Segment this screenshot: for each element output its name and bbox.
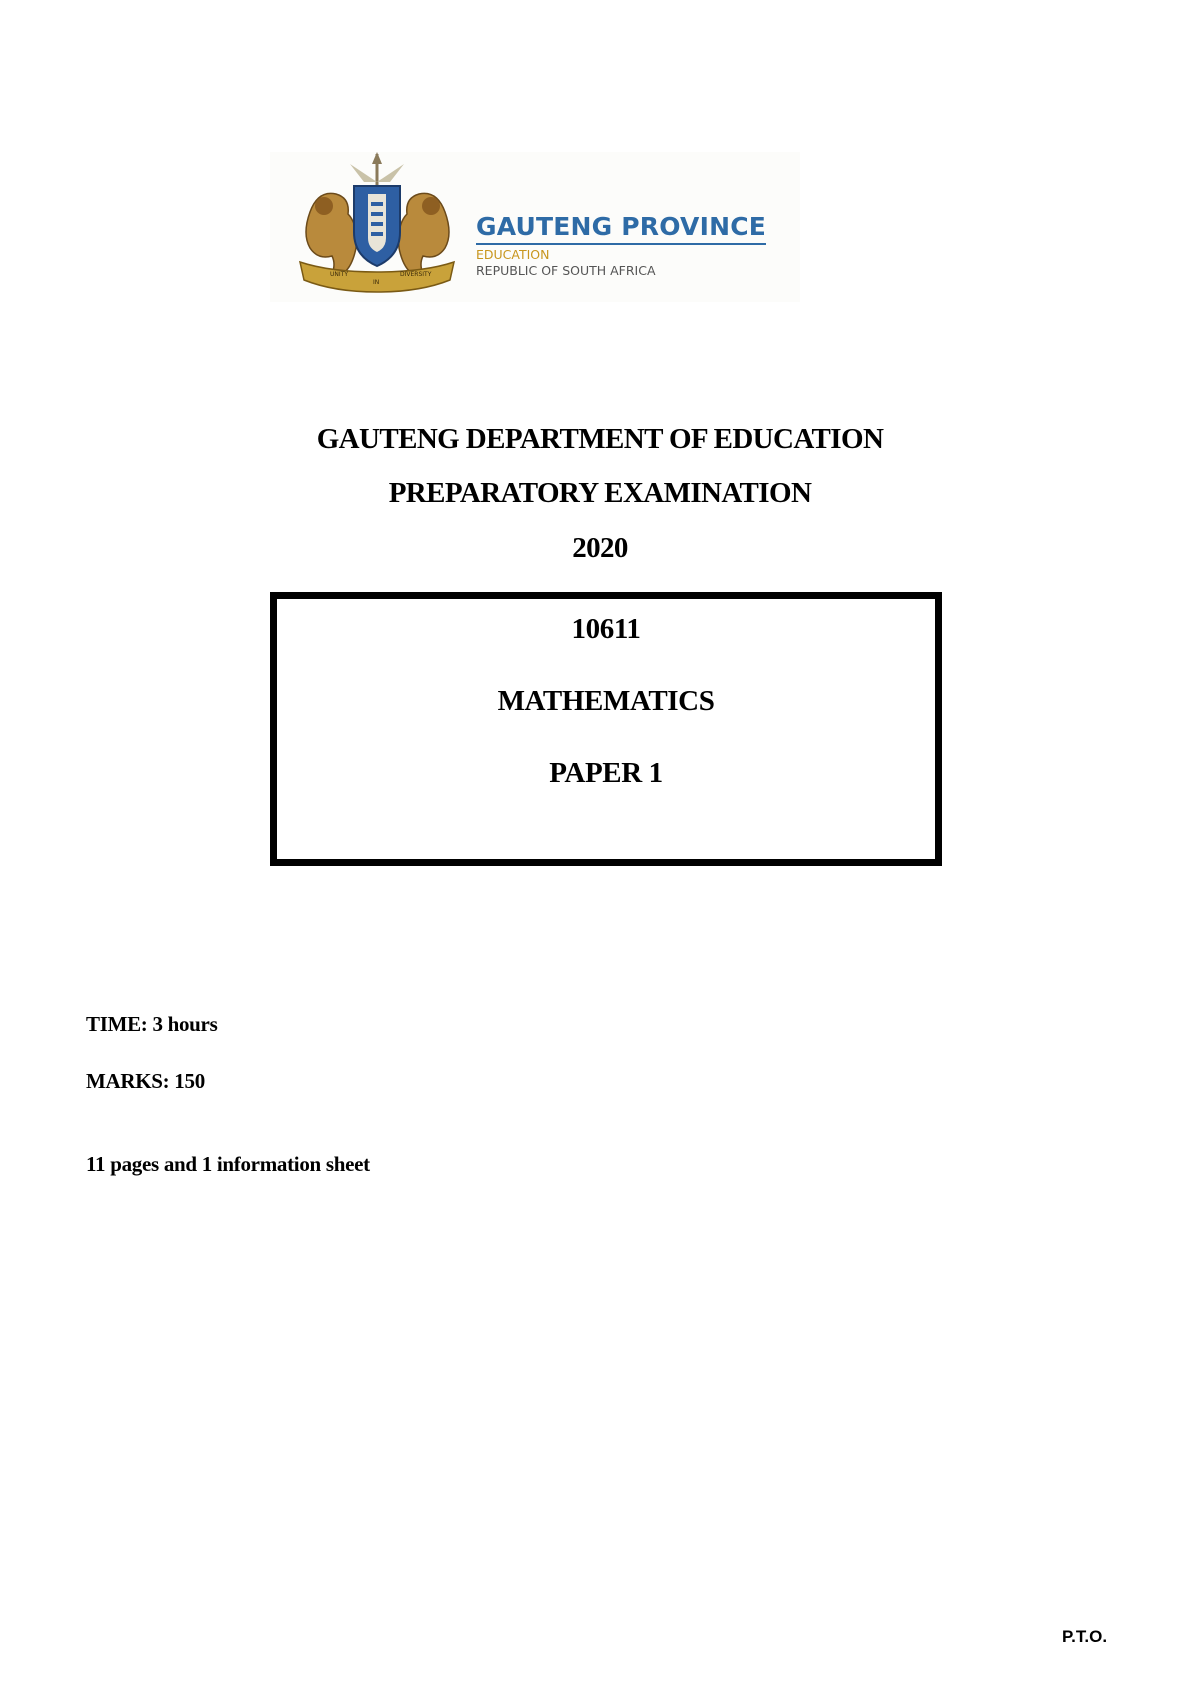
gauteng-education-logo [270,152,800,302]
logo-country: REPUBLIC OF SOUTH AFRICA [476,263,656,278]
pto-label: P.T.O. [1062,1627,1108,1646]
subject-title: MATHEMATICS [497,685,715,717]
logo-text [476,212,766,279]
paper-number: PAPER 1 [549,757,663,789]
department-heading: GAUTENG DEPARTMENT OF EDUCATION [316,423,884,455]
crest-motto-middle: IN [373,279,380,286]
pages-label: 11 pages and 1 information sheet [86,1152,370,1176]
coat-of-arms-icon [290,152,465,297]
marks-label: MARKS: 150 [86,1069,205,1093]
paper-code: 10611 [571,613,641,645]
crest-motto-left: UNITY [330,271,348,278]
year-heading: 2020 [572,532,628,564]
logo-subtitle: EDUCATION [476,247,550,262]
time-label: TIME: 3 hours [86,1012,218,1036]
exam-heading: PREPARATORY EXAMINATION [388,477,812,509]
crest-motto-right: DIVERSITY [400,271,432,278]
paper-info-box [270,592,942,866]
logo-title: GAUTENG PROVINCE [476,212,766,245]
